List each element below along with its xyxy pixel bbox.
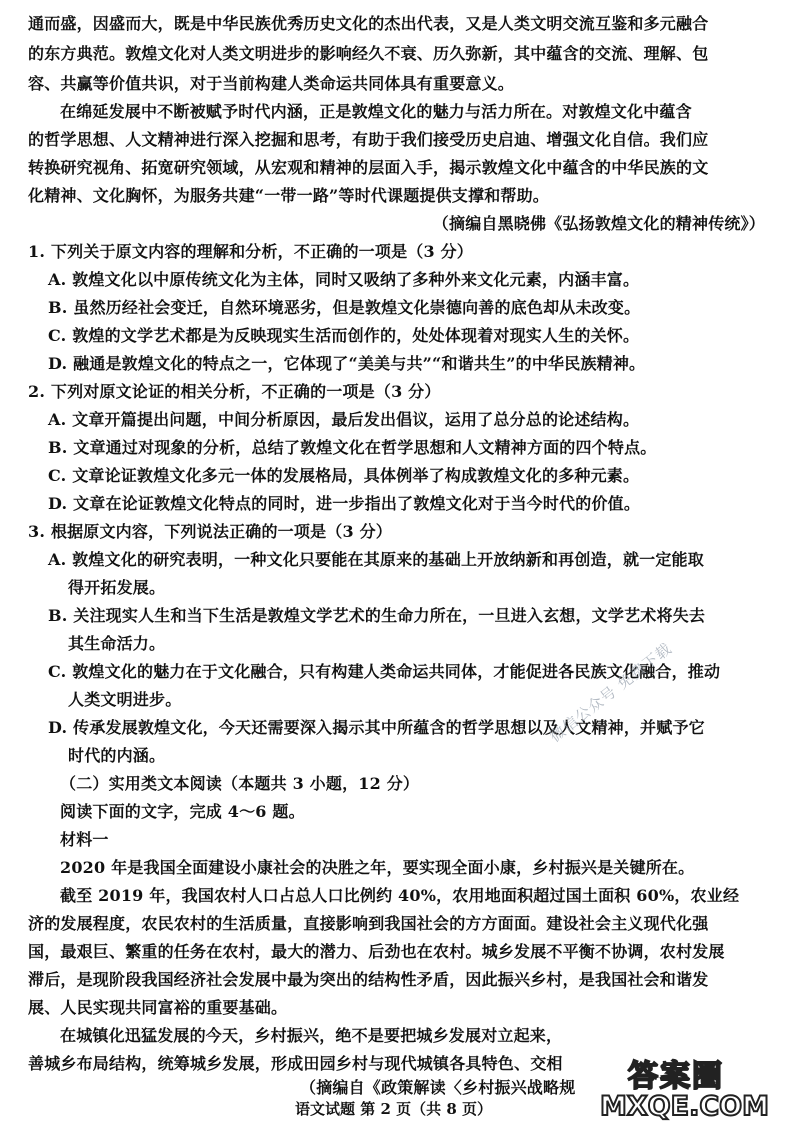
- passage-line: 化精神、文化胸怀，为服务共建“一带一路”等时代课题提供支撑和帮助。: [28, 186, 550, 205]
- question-3-option-c-cont: 人类文明进步。: [68, 690, 182, 709]
- question-2-option-a: A. 文章开篇提出问题，中间分析原因，最后发出倡议，运用了总分总的论述结构。: [48, 410, 640, 429]
- material-line: 济的发展程度，农民农村的生活质量，直接影响到我国社会的方方面面。建设社会主义现代化强: [28, 914, 709, 933]
- question-1-option-c: C. 敦煌的文学艺术都是为反映现实生活而创作的，处处体现着对现实人生的关怀。: [48, 326, 640, 345]
- passage-line: 通而盛，因盛而大，既是中华民族优秀历史文化的杰出代表，又是人类文明交流互鉴和多元融合: [28, 14, 709, 33]
- page-footer: 语文试题 第 2 页（共 8 页）: [295, 1100, 492, 1118]
- question-1-option-d: D. 融通是敦煌文化的特点之一，它体现了“美美与共”“和谐共生”的中华民族精神。: [48, 354, 646, 373]
- question-3-option-a-cont: 得开拓发展。: [68, 578, 166, 597]
- material-line: 滞后，是现阶段我国经济社会发展中最为突出的结构性矛盾，因此振兴乡村，是我国社会和谐发: [28, 970, 709, 989]
- question-3-stem: 3. 根据原文内容，下列说法正确的一项是（3 分）: [28, 522, 392, 541]
- passage-line: 的哲学思想、人文精神进行深入挖掘和思考，有助于我们接受历史启迪、增强文化自信。我们应: [28, 130, 709, 149]
- passage-line: 容、共赢等价值共识，对于当前构建人类命运共同体具有重要意义。: [28, 74, 515, 93]
- material-line: 国，最艰巨、繁重的任务在农村，最大的潜力、后劲也在农村。城乡发展不平衡不协调，农村发展: [28, 942, 725, 961]
- question-3-option-d-cont: 时代的内涵。: [68, 746, 166, 765]
- question-3-option-c: C. 敦煌文化的魅力在于文化融合，只有构建人类命运共同体，才能促进各民族文化融合，推动: [48, 662, 721, 681]
- material-line: 展、人民实现共同富裕的重要基础。: [28, 998, 288, 1017]
- watermark-text: 微信公众号 免费下载: [546, 639, 676, 746]
- question-2-option-b: B. 文章通过对现象的分析，总结了敦煌文化在哲学思想和人文精神方面的四个特点。: [48, 438, 657, 457]
- logo-url: MXQE.COM: [600, 1091, 769, 1122]
- question-2-stem: 2. 下列对原文论证的相关分析，不正确的一项是（3 分）: [28, 382, 441, 401]
- question-1-option-a: A. 敦煌文化以中原传统文化为主体，同时又吸纳了多种外来文化元素，内涵丰富。: [48, 270, 640, 289]
- logo-title: 答案圈: [628, 1059, 724, 1094]
- passage-line: 在绵延发展中不断被赋予时代内涵，正是敦煌文化的魅力与活力所在。对敦煌文化中蕴含: [60, 102, 692, 121]
- question-1-option-b: B. 虽然历经社会变迁，自然环境恶劣，但是敦煌文化崇德向善的底色却从未改变。: [48, 298, 641, 317]
- passage-line: 转换研究视角、拓宽研究领域，从宏观和精神的层面入手，揭示敦煌文化中蕴含的中华民族的文: [28, 158, 709, 177]
- question-3-option-a: A. 敦煌文化的研究表明，一种文化只要能在其原来的基础上开放纳新和再创造，就一定能取: [48, 550, 704, 569]
- question-3-option-b-cont: 其生命活力。: [68, 634, 166, 653]
- question-2-option-c: C. 文章论证敦煌文化多元一体的发展格局，具体例举了构成敦煌文化的多种元素。: [48, 466, 640, 485]
- material-line: 2020 年是我国全面建设小康社会的决胜之年，要实现全面小康，乡村振兴是关键所在。: [60, 858, 695, 877]
- section-instruction: 阅读下面的文字，完成 4～6 题。: [60, 802, 305, 821]
- source-citation: （摘编自黑晓佛《弘扬敦煌文化的精神传统》）: [432, 214, 765, 233]
- question-3-option-b: B. 关注现实人生和当下生活是敦煌文学艺术的生命力所在，一旦进入玄想，文学艺术将失去: [48, 606, 706, 625]
- material-line: 在城镇化迅猛发展的今天，乡村振兴，绝不是要把城乡发展对立起来，: [60, 1026, 563, 1045]
- question-1-stem: 1. 下列关于原文内容的理解和分析，不正确的一项是（3 分）: [28, 242, 473, 261]
- question-3-option-d: D. 传承发展敦煌文化，今天还需要深入揭示其中所蕴含的哲学思想以及人文精神，并赋予它: [48, 718, 705, 737]
- question-2-option-d: D. 文章在论证敦煌文化特点的同时，进一步指出了敦煌文化对于当今时代的价值。: [48, 494, 641, 513]
- passage-line: 的东方典范。敦煌文化对人类文明进步的影响经久不衰、历久弥新，其中蕴含的交流、理解、包: [28, 44, 709, 63]
- section-heading: （二）实用类文本阅读（本题共 3 小题，12 分）: [60, 774, 420, 793]
- material-line: 截至 2019 年，我国农村人口占总人口比例约 40%，农用地面积超过国土面积 60%，农业经: [60, 886, 740, 905]
- source-citation-2: （摘编自《政策解读〈乡村振兴战略规: [300, 1078, 576, 1097]
- material-line: 善城乡布局结构，统筹城乡发展，形成田园乡村与现代城镇各具特色、交相: [28, 1054, 563, 1073]
- material-label: 材料一: [60, 830, 109, 849]
